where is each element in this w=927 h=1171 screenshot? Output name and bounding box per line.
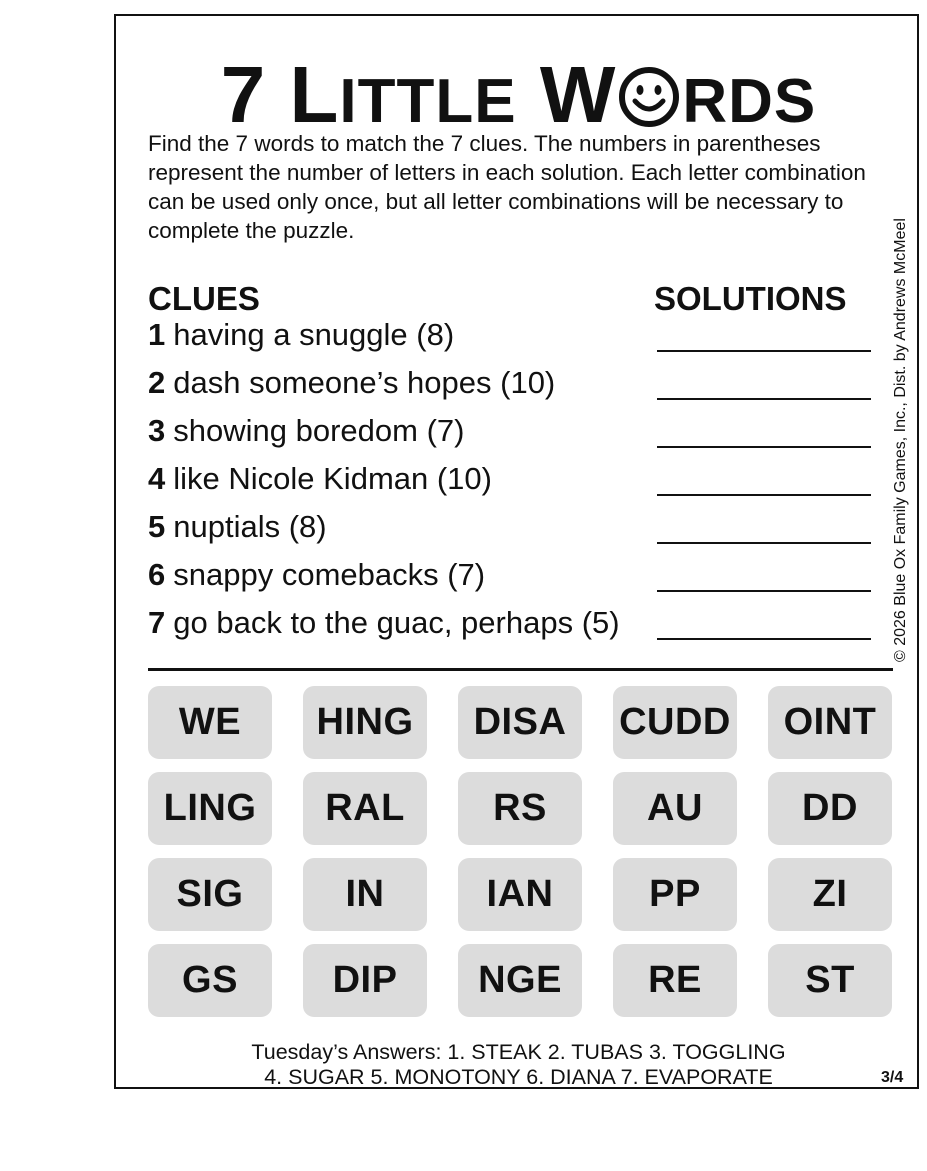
letter-tile[interactable]: GS: [148, 944, 272, 1017]
solutions-header: SOLUTIONS: [654, 280, 847, 317]
letter-tile[interactable]: RE: [613, 944, 737, 1017]
smiley-icon: [618, 66, 680, 128]
clue-number: 7: [148, 605, 166, 640]
title-word2-rest: RDS: [682, 67, 817, 136]
clue-text: like Nicole Kidman (10): [173, 461, 492, 496]
clue-text: showing boredom (7): [173, 413, 465, 448]
solution-blank-2[interactable]: [657, 398, 871, 400]
letter-tile[interactable]: IAN: [458, 858, 582, 931]
clue-text: having a snuggle (8): [173, 317, 455, 352]
letter-tile[interactable]: DISA: [458, 686, 582, 759]
clue-text: snappy comebacks (7): [173, 557, 486, 592]
title-word1-initial: L: [289, 50, 340, 139]
clue-6: [148, 557, 485, 593]
puzzle-frame: [114, 14, 919, 1089]
letter-tile[interactable]: HING: [303, 686, 427, 759]
letter-tile[interactable]: NGE: [458, 944, 582, 1017]
letter-tile[interactable]: ST: [768, 944, 892, 1017]
clue-text: go back to the guac, perhaps (5): [173, 605, 620, 640]
letter-tile[interactable]: RAL: [303, 772, 427, 845]
clue-number: 6: [148, 557, 166, 592]
letter-tile[interactable]: DIP: [303, 944, 427, 1017]
clue-1: [148, 317, 454, 353]
clue-number: 4: [148, 461, 166, 496]
puzzle-date: 3/4: [881, 1069, 904, 1086]
letter-tile[interactable]: RS: [458, 772, 582, 845]
copyright-credit: © 2026 Blue Ox Family Games, Inc., Dist. by Andrews McMeel: [892, 218, 909, 662]
letter-tile[interactable]: PP: [613, 858, 737, 931]
clue-4: [148, 461, 492, 497]
clue-2: [148, 365, 555, 401]
solution-blank-1[interactable]: [657, 350, 871, 352]
answers-line-1: Tuesday’s Answers: 1. STEAK 2. TUBAS 3. TOGGLING: [251, 1040, 786, 1064]
solution-blank-5[interactable]: [657, 542, 871, 544]
letter-tile[interactable]: OINT: [768, 686, 892, 759]
clues-header: CLUES: [148, 280, 260, 317]
previous-answers: [116, 1040, 921, 1090]
clue-number: 2: [148, 365, 166, 400]
clue-number: 3: [148, 413, 166, 448]
letter-tile[interactable]: DD: [768, 772, 892, 845]
title-number: 7: [220, 50, 267, 139]
solution-blank-7[interactable]: [657, 638, 871, 640]
letter-tile[interactable]: SIG: [148, 858, 272, 931]
clue-3: [148, 413, 464, 449]
letter-tile[interactable]: CUDD: [613, 686, 737, 759]
clue-text: dash someone’s hopes (10): [173, 365, 556, 400]
title-word1-rest: ITTLE: [339, 67, 517, 136]
letter-tile[interactable]: IN: [303, 858, 427, 931]
letter-tile[interactable]: AU: [613, 772, 737, 845]
clue-text: nuptials (8): [173, 509, 327, 544]
clue-number: 5: [148, 509, 166, 544]
letter-tile[interactable]: ZI: [768, 858, 892, 931]
letter-tiles-grid: [148, 686, 893, 1017]
solution-blank-4[interactable]: [657, 494, 871, 496]
clue-7: [148, 605, 620, 641]
solution-blank-6[interactable]: [657, 590, 871, 592]
letter-tile[interactable]: LING: [148, 772, 272, 845]
letter-tile[interactable]: WE: [148, 686, 272, 759]
solution-blank-3[interactable]: [657, 446, 871, 448]
clue-5: [148, 509, 327, 545]
title-word2-initial: W: [539, 50, 617, 139]
answers-line-2: 4. SUGAR 5. MONOTONY 6. DIANA 7. EVAPORATE: [264, 1065, 773, 1089]
clue-number: 1: [148, 317, 166, 352]
divider: [148, 668, 893, 671]
instructions: Find the 7 words to match the 7 clues. The numbers in parentheses represent the number of letters in each solution. Each letter combination can be used only once, but all letter combinations will be necessary to complete the puzzle.: [148, 131, 866, 243]
